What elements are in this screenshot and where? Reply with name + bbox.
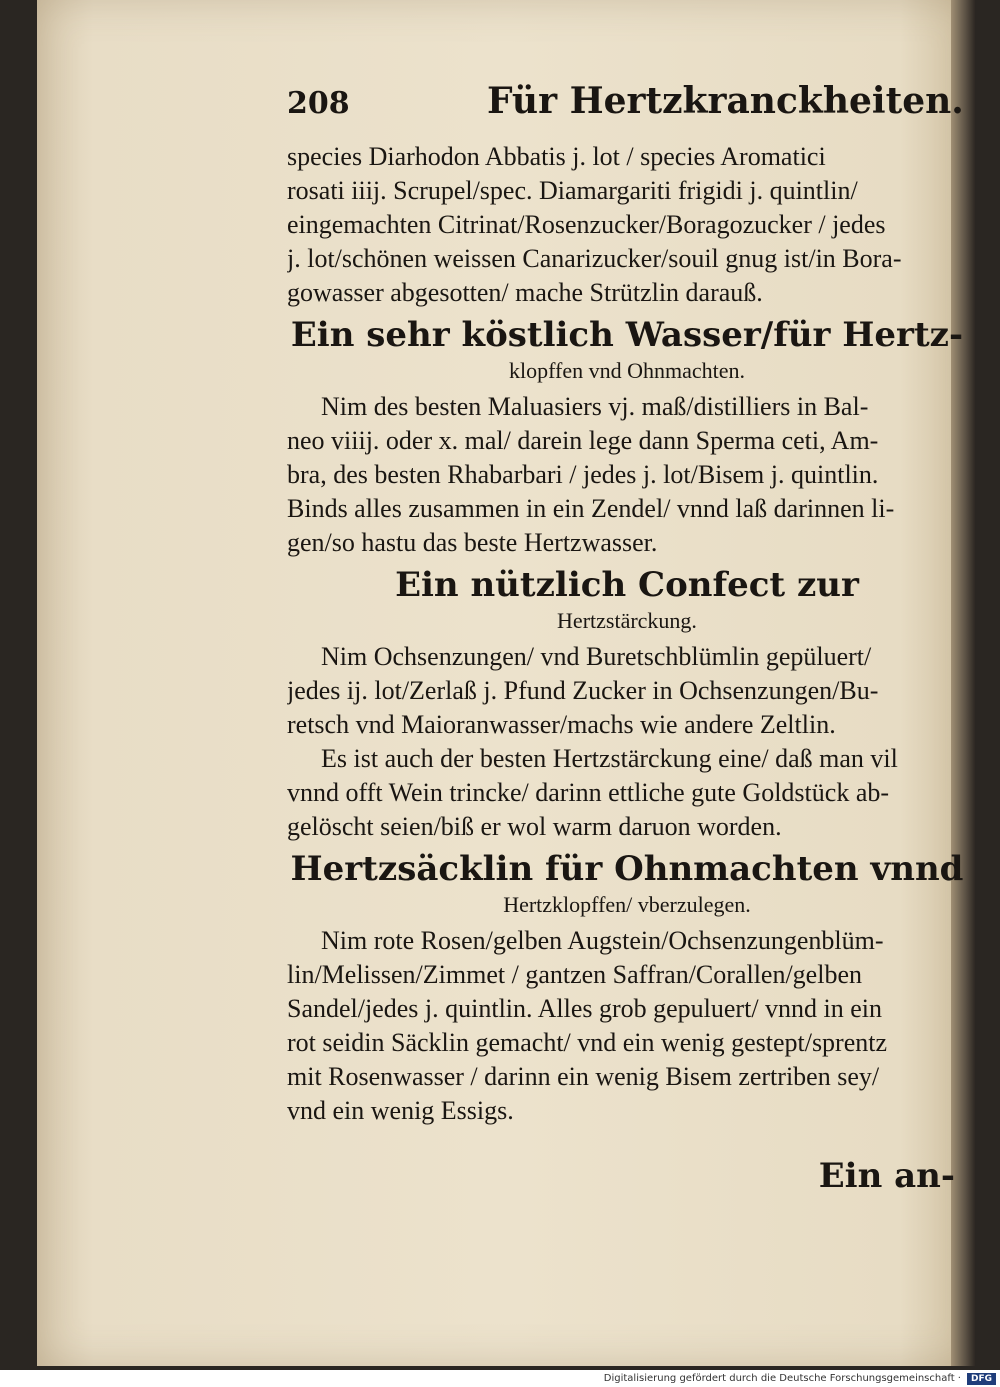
text-line: gowasser abgesotten/ mache Strützlin darauß. <box>287 278 763 307</box>
footer-credit: Digitalisierung gefördert durch die Deutsche Forschungsgemeinschaft · <box>603 1373 961 1384</box>
running-head <box>287 80 967 140</box>
digitization-footer <box>0 1370 1000 1387</box>
recipe-paragraph <box>287 742 967 844</box>
running-title: Für Hertzkranckheiten. <box>487 80 964 122</box>
recipe-paragraph <box>287 924 967 1128</box>
text-line: bra, des besten Rhabarbari / jedes j. lot/Bisem j. quintlin. <box>287 460 879 489</box>
dfg-logo-icon: DFG <box>967 1373 996 1385</box>
book-page <box>37 0 975 1366</box>
text-line: j. lot/schönen weissen Canarizucker/souil gnug ist/in Bora- <box>287 244 902 273</box>
text-line: eingemachten Citrinat/Rosenzucker/Boragozucker / jedes <box>287 210 886 239</box>
text-block <box>287 80 967 1196</box>
page-number: 208 <box>287 86 350 121</box>
text-line: jedes ij. lot/Zerlaß j. Pfund Zucker in Ochsenzungen/Bu- <box>287 676 879 705</box>
text-line: Binds alles zusammen in ein Zendel/ vnnd laß darinnen li- <box>287 494 895 523</box>
recipe-paragraph <box>287 390 967 560</box>
text-line: species Diarhodon Abbatis j. lot / species Aromatici <box>287 142 826 171</box>
section-subheading: Hertzklopffen/ vberzulegen. <box>503 892 751 917</box>
text-line: Nim des besten Maluasiers vj. maß/distilliers in Bal- <box>321 392 869 421</box>
recipe-paragraph <box>287 640 967 742</box>
catchword: Ein an- <box>818 1156 955 1196</box>
text-line: retsch vnd Maioranwasser/machs wie andere Zeltlin. <box>287 710 836 739</box>
text-line: gen/so hastu das beste Hertzwasser. <box>287 528 658 557</box>
text-line: gelöscht seien/biß er wol warm daruon worden. <box>287 812 782 841</box>
text-line: Sandel/jedes j. quintlin. Alles grob gepuluert/ vnnd in ein <box>287 994 883 1023</box>
text-line: rosati iiij. Scrupel/spec. Diamargariti frigidi j. quintlin/ <box>287 176 858 205</box>
text-line: Es ist auch der besten Hertzstärckung eine/ daß man vil <box>321 744 898 773</box>
text-line: vnd ein wenig Essigs. <box>287 1096 514 1125</box>
section-heading: Ein nützlich Confect zur <box>395 565 859 605</box>
text-line: rot seidin Säcklin gemacht/ vnd ein wenig gestept/sprentz <box>287 1028 888 1057</box>
text-line: Nim Ochsenzungen/ vnd Buretschblümlin gepüluert/ <box>321 642 872 671</box>
text-line: vnnd offt Wein trincke/ darinn ettliche gute Goldstück ab- <box>287 778 890 807</box>
text-line: lin/Melissen/Zimmet / gantzen Saffran/Corallen/gelben <box>287 960 862 989</box>
text-line: Nim rote Rosen/gelben Augstein/Ochsenzungenblüm- <box>321 926 884 955</box>
section-heading: Hertzsäcklin für Ohnmachten vnnd <box>290 849 964 889</box>
text-line: neo viiij. oder x. mal/ darein lege dann Sperma ceti, Am- <box>287 426 879 455</box>
text-line: mit Rosenwasser / darinn ein wenig Bisem zertriben sey/ <box>287 1062 880 1091</box>
section-subheading: klopffen vnd Ohnmachten. <box>508 358 746 383</box>
section-subheading: Hertzstärckung. <box>557 608 697 633</box>
paragraph-continuation <box>287 140 967 310</box>
section-heading: Ein sehr köstlich Wasser/für Hertz- <box>290 315 964 355</box>
